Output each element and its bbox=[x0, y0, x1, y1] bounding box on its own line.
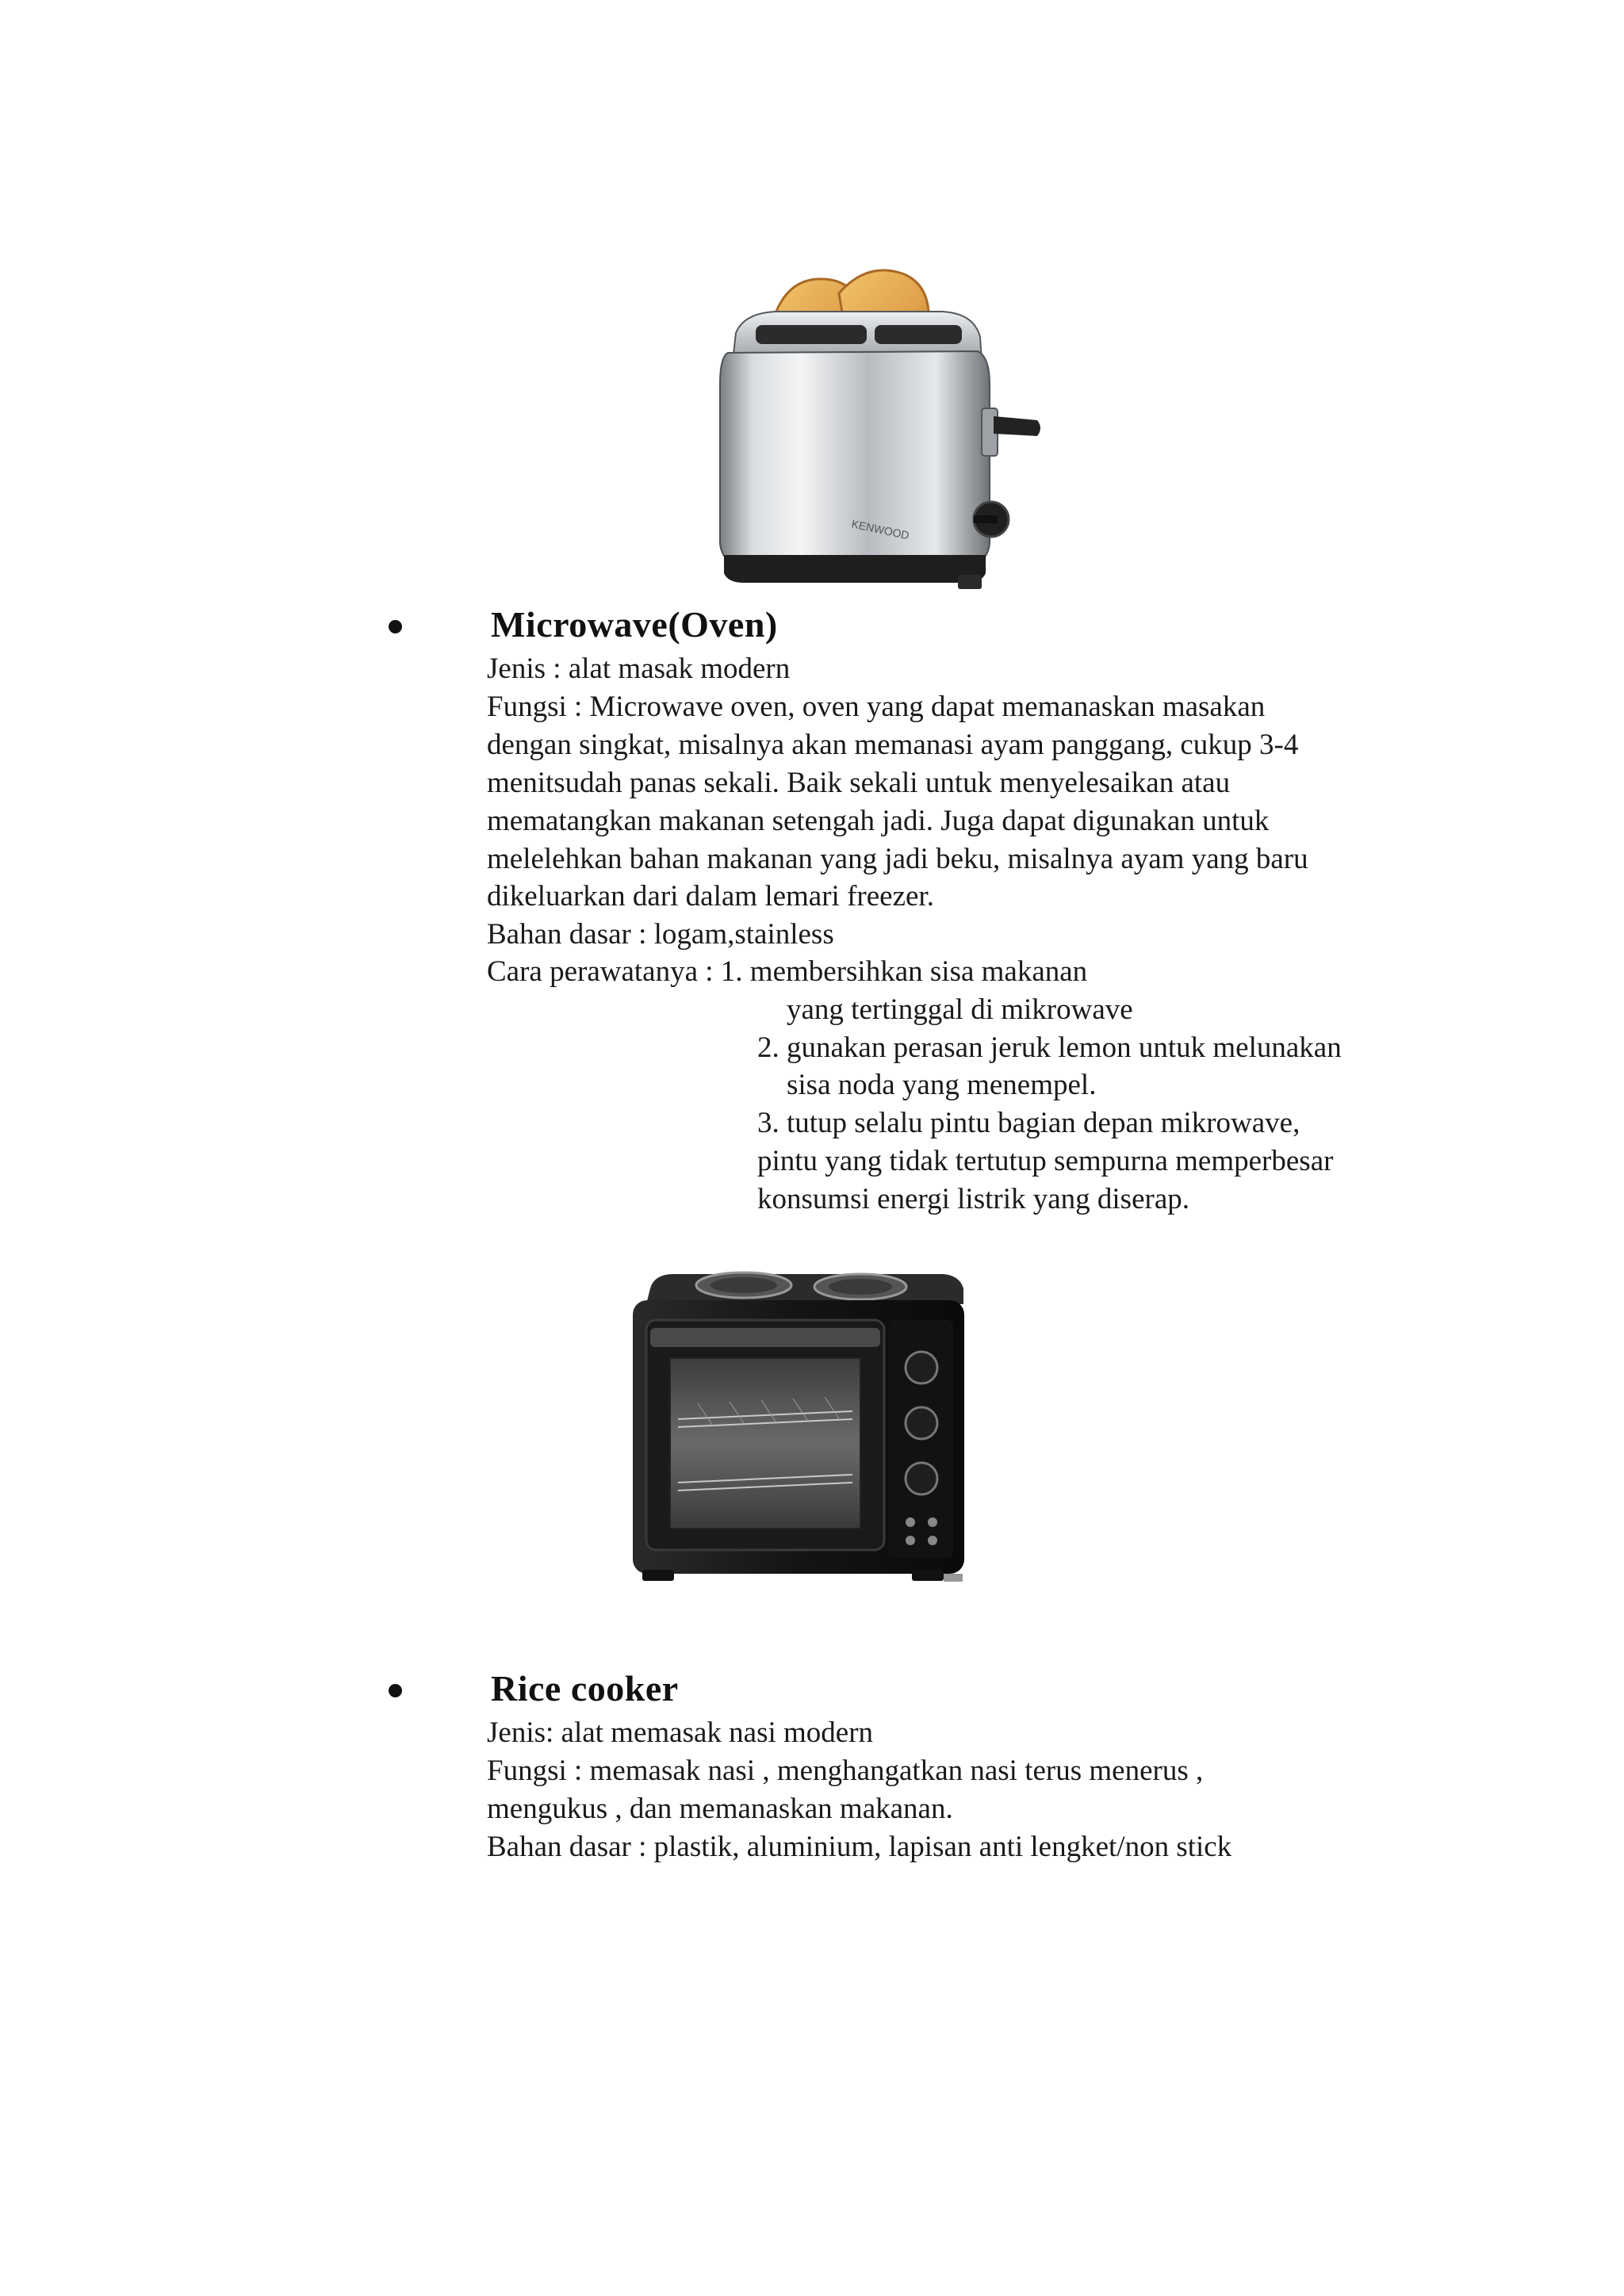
rice-cooker-bahan: Bahan dasar : plastik, aluminium, lapisan anti lengket/non stick bbox=[487, 1831, 1232, 1863]
oven-image bbox=[626, 1265, 967, 1605]
microwave-fungsi-line-5: melelehkan bahan makanan yang jadi beku, misalnya ayam yang baru bbox=[487, 843, 1308, 875]
microwave-fungsi-line-2: dengan singkat, misalnya akan memanasi ayam panggang, cukup 3-4 bbox=[487, 729, 1299, 761]
rice-cooker-fungsi-line-1: Fungsi : memasak nasi , menghangatkan nasi terus menerus , bbox=[487, 1755, 1204, 1787]
toaster-image bbox=[680, 258, 1045, 607]
microwave-fungsi-line-4: mematangkan makanan setengah jadi. Juga dapat digunakan untuk bbox=[487, 805, 1270, 837]
microwave-cara-line-4: 3. tutup selalu pintu bagian depan mikrowave, bbox=[757, 1107, 1300, 1139]
microwave-cara-line-5: pintu yang tidak tertutup sempurna memperbesar bbox=[757, 1145, 1334, 1177]
microwave-fungsi-line-1: Fungsi : Microwave oven, oven yang dapat memanaskan masakan bbox=[487, 691, 1266, 723]
microwave-cara-label: Cara perawatanya : 1. membersihkan sisa makanan bbox=[487, 955, 1088, 988]
rice-cooker-jenis: Jenis: alat memasak nasi modern bbox=[487, 1716, 874, 1749]
microwave-cara-line-2: 2. gunakan perasan jeruk lemon untuk melunakan bbox=[757, 1031, 1342, 1064]
microwave-cara-line-3: sisa noda yang menempel. bbox=[787, 1069, 1097, 1101]
section-title-microwave: Microwave(Oven) bbox=[491, 604, 778, 645]
microwave-fungsi-line-6: dikeluarkan dari dalam lemari freezer. bbox=[487, 880, 934, 913]
bullet-microwave bbox=[389, 620, 402, 633]
rice-cooker-fungsi-line-2: mengukus , dan memanaskan makanan. bbox=[487, 1793, 953, 1825]
microwave-cara-line-1: yang tertinggal di mikrowave bbox=[787, 993, 1133, 1026]
bullet-rice-cooker bbox=[389, 1684, 402, 1697]
microwave-bahan: Bahan dasar : logam,stainless bbox=[487, 918, 834, 951]
microwave-cara-line-6: konsumsi energi listrik yang diserap. bbox=[757, 1183, 1189, 1215]
brand-logo: KENWOOD bbox=[850, 517, 910, 542]
microwave-fungsi-line-3: menitsudah panas sekali. Baik sekali untuk menyelesaikan atau bbox=[487, 767, 1231, 799]
microwave-jenis: Jenis : alat masak modern bbox=[487, 652, 791, 685]
section-title-rice-cooker: Rice cooker bbox=[491, 1668, 679, 1709]
